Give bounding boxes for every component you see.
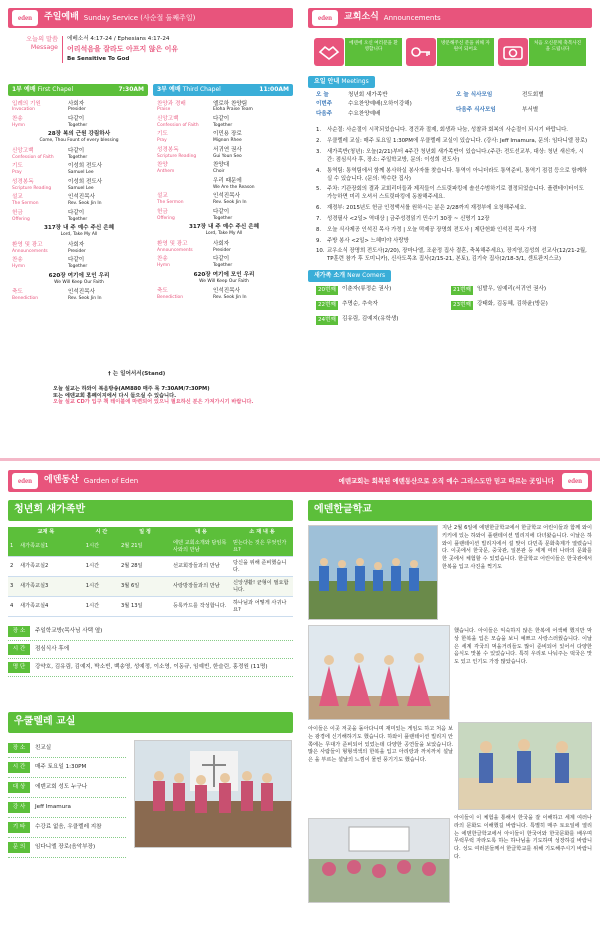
youth-section bbox=[8, 500, 293, 677]
announcement-item: 9. 주방 봉사 <2일> 느헤미야 사랑방 bbox=[316, 237, 409, 244]
announcement-list bbox=[308, 127, 592, 264]
table-row: 1 새가족교실1 1시간 2월 21일 에덴 교회소개와 담임목사와의 만남 믿는다는 것은 무엇인가요? bbox=[8, 537, 293, 557]
info-row: 시 간 매주 토요일 1:30PM bbox=[8, 758, 126, 778]
eden-motto: 에덴교회는 회복된 에덴동산으로 오직 예수 그리스도만 믿고 따르는 곳입니다 bbox=[338, 477, 554, 485]
announcements-title: 교회소식 bbox=[344, 12, 379, 23]
table-row: 3 새가족교실3 1시간 3월 6일 사랑방장들과의 만남 신앙생활! 균형이 필요합니다. bbox=[8, 577, 293, 597]
school-paragraph-4: 아이들이 이 체험을 통해서 한국을 잘 이해하고 세계 여러나라의 문화도 이해했길 바랍니다. 특별히 매주 토요일에 열리는 에덴한글학교에서 아이들이 한국어와 한국문화를 배우며 무럭무럭 자라도록 하는 하나님을 기도하며 성장하길 바랍니다. 성도 여러분들께서 한글학교를 위해 기도해주시기 바랍니다. bbox=[454, 815, 592, 860]
order-item: 축도 Benediction 인석진목사 Rev. Seok Jin In bbox=[12, 289, 102, 302]
youth-table-header: 교재 목 시 간 일 정 내 용 소 재 내 용 bbox=[8, 527, 293, 538]
order-item: 헌금 Offering 다같이 Together bbox=[12, 209, 88, 222]
stand-note: † 는 일어서서(Stand) bbox=[108, 371, 166, 377]
order-item: 기도 Pray 이성희 전도사 Samuel Lee bbox=[12, 163, 103, 176]
announcement-item: 2. 우클렐레 교실: 매주 토요일 1:30PM에 우클렐레 교실이 있습니다. (강사: Jeff Imamura, 문의: 임다니엘 장로) bbox=[316, 138, 588, 145]
ukulele-section bbox=[8, 712, 293, 858]
youth-header: 청년회 새가족반 bbox=[8, 500, 293, 521]
sermon-notice: 오늘 설교는 하와이 복음방송(AM880 매주 목 7:30AM/7:30PM) 또는 에덴교회 홈페이지에서 다시 들으실 수 있습니다. 오늘 설교 CD가 입구 책 테이블에 마련되어 있으니 필요하신 분은 가져가시기 바랍니다. bbox=[53, 386, 254, 405]
camera-icon bbox=[498, 38, 528, 66]
korean-school-section bbox=[308, 500, 592, 521]
order-item: 성경봉독 Scripture Reading 서귀연 권사 Gui Youn Seo bbox=[157, 146, 242, 159]
announcement-item: 5. 주차: 기관장회의 결과 교회리더들과 제직들이 스트릿파킹에 솔선수범하기로 결정되었습니다. 플렌테이터이도 가능하면 미리 오셔서 스트릿파킹에 동참해주세요. bbox=[316, 186, 584, 201]
welcome-icons bbox=[308, 38, 592, 66]
announcements-header bbox=[308, 8, 592, 28]
order-item: 설교 The Sermon 인석진목사 Rev. Seok Jin In bbox=[157, 193, 247, 206]
order-item: 축도 Benediction 인석진목사 Rev. Seok Jin In bbox=[157, 288, 247, 301]
korean-school-header: 에덴한글학교 bbox=[308, 500, 592, 521]
hymn: 317장 내 주 예수 주신 은혜 Lord, Take My All bbox=[43, 225, 115, 238]
eden-logo: eden bbox=[312, 10, 338, 26]
sunday-service-header bbox=[8, 8, 293, 28]
school-photo-crowd bbox=[308, 818, 450, 903]
newcomer-item: 21번째 임발우, 임예리(서귀연 권사) bbox=[453, 285, 547, 293]
announcement-item: 8. 오늘 식사제공 인석진 목사 가정 | 오늘 떡제공 장명희 전도사 | 제단헌화 인석진 목사 가정 bbox=[316, 226, 537, 233]
order-item: 찬양 Anthem 찬양대 Choir bbox=[157, 162, 230, 175]
eden-logo: eden bbox=[562, 473, 588, 489]
info-row: 시 간 점심식사 후에 bbox=[8, 641, 293, 659]
announcement-item: 4. 통역팀: 통역팀에서 함께 봉사하실 봉사자를 찾습니다. 통역이 아니더라도 통역준비, 통역기 점검 등으로 함께하실 수 있습니다. (문의: 박수란 집사) bbox=[316, 167, 588, 182]
ukulele-class-photo bbox=[134, 740, 292, 848]
hymn: 317장 내 주 예수 주신 은혜 Lord, Take My All bbox=[188, 224, 260, 237]
school-paragraph-2: 했습니다. 아이들은 익숙하지 않은 한복에 어색해 했지만 막상 한복을 입은 모습을 보니 예쁘고 사랑스러웠습니다. 이날은 세계 각국의 먹을거리들도 많이 준비되어 있어서 다양한 음식도 맛볼 수 있었습니다. 특히 우리로 나눠주는 떡국은 맛도 있고 인기도 가장 많았습니다. bbox=[454, 628, 592, 666]
hymn: 620장 여기에 모인 우리 We Will Keep Our Faith bbox=[193, 271, 255, 284]
info-row: 명 단 강약호, 김유림, 김예지, 박소빈, 백송영, 성예정, 이소영, 이동규, 임예빈, 한슬린, 홍정원 (11명) bbox=[8, 659, 293, 677]
order-item: 기도 Pray 이민용 장로 Mignon Rhee bbox=[157, 131, 242, 144]
newcomer-item: 23번째 강태화, 김동혜, 김하윤(방문) bbox=[453, 300, 548, 308]
order-item: 우리 때문에 We Are the Reason bbox=[213, 177, 255, 190]
order-item: 환영 및 광고 Announcements 사회자 Presider bbox=[12, 241, 86, 254]
eden-logo: eden bbox=[12, 10, 38, 26]
announcement-item: 1. 사순절: 사순절이 시작되었습니다. 경건과 절제, 회생과 나눔, 성찰과 회복의 사순절이 되시기 바랍니다. bbox=[316, 127, 569, 134]
announcements-title-en: Announcements bbox=[383, 13, 441, 22]
order-item: 신앙고백 Confession of Faith 다같이 Together bbox=[12, 147, 88, 160]
school-paragraph-1: 지난 2월 6일에 에덴한글학교에서 한글학교 어린이들과 함께 와이키키에 있는 하와이 플랜테이션 빌리지에 다녀왔습니다. 이날은 하와이 플랜테이션 빌리지에서 설 맞이 다민족 문화축제가 열렸습니다. 이곳에서 한국문, 중국관, 일본관 등 세계 여러 나라의 문화를 한 곳에서 체험할 수 있었습니다. 한글학교 어린이들은 한국관에서 한복을 입고 사진을 찍기도 bbox=[442, 525, 592, 570]
ukulele-header: 우쿨렐레 교실 bbox=[8, 712, 293, 733]
order-item: 신앙고백 Confession of Faith 다같이 Together bbox=[157, 115, 233, 128]
youth-table bbox=[8, 527, 293, 618]
info-row: 장 소 친교실 bbox=[8, 739, 126, 759]
handshake-icon bbox=[314, 38, 344, 66]
announcement-item: 10. 교우소식 장명희 전도사(2/20), 장마나엘, 조윤정 집사 결혼, 축복해주세요), 장지영,김성희 선교사(12/21-2월, TP훈련 참가 후 도미니카), 신사도목초 집사(2/15-21, 본토), 김기숙 집사(2/18-3/1, 센트판지스코) bbox=[316, 248, 587, 263]
newcomer-item: 22번째 추명순, 추숙자 bbox=[318, 300, 378, 308]
school-paragraph-3: 아이들은 이곳 저곳을 돌아다니며 재미있는 게임도 하고 처음 보는 광경에 신기해하기도 했습니다. 하와이 플랜테이션 빌리지 안쪽에는 무대가 준비되어 있었는데 다양한 공연들을 보았습니다. 많은 사람들이 형형색색의 한복을 입고 아리랑과 까치까치 설날은 을 부르는 설날의 느낌이 물씬 풍기기도 했습니다. bbox=[308, 726, 453, 764]
eden-logo: eden bbox=[12, 473, 38, 489]
order-item: 설교 The Sermon 인석진목사 Rev. Seok Jin In bbox=[12, 194, 102, 207]
third-chapel-header: 3부 예배 Third Chapel 11:00AM bbox=[153, 84, 293, 96]
newcomers-header: 새가족 소개 New Comers bbox=[308, 270, 391, 282]
order-item: 성경봉독 Scripture Reading 이성희 전도사 Samuel Lee bbox=[12, 178, 103, 191]
sermon-title: 어리석음을 잘라도 아프지 않은 이유 bbox=[67, 44, 179, 53]
eden-banner bbox=[8, 470, 592, 492]
order-item: 헌금 Offering 다같이 Together bbox=[157, 208, 233, 221]
newcomers-block bbox=[308, 270, 592, 327]
info-row: 대 상 에덴교회 성도 누구나 bbox=[8, 778, 126, 798]
meetings-block: 요일 안내 Meetings 오 늘 청년회 새가족반 이번주 수요찬양예배(오하이강해) 다음주 수요찬양예배 오 늘 식사모임 전도회별 다음주 식사모임 부서별 bbox=[308, 76, 592, 121]
eden-section-divider bbox=[0, 458, 600, 461]
third-chapel bbox=[153, 84, 293, 304]
eden-title: 에덴동산 bbox=[44, 475, 79, 486]
order-item: 찬양과 경배 Praise 엘로하 찬양팀 Eloha Praise Team bbox=[157, 100, 253, 113]
announcement-item: 6. 재정부: 2015년도 헌금 인정액서를 원하시는 분은 2/28까지 재정부에 요청해주세요. bbox=[316, 205, 527, 212]
welcome-handshake: 에덴에 오신 여러분을 환영합니다 bbox=[314, 38, 402, 66]
school-photo-food bbox=[458, 722, 592, 810]
hymn: 620장 여기에 모인 우리 We Will Keep Our Faith bbox=[48, 272, 110, 285]
info-row: 문 의 임다니엘 장로(음악부장) bbox=[8, 838, 126, 858]
order-item: 입례의 기원 Invocation 사회자 Presider bbox=[12, 100, 86, 113]
eden-title-en: Garden of Eden bbox=[83, 476, 139, 485]
announcement-item: 7. 성경필사 <2일> 역대상 | 금주성경읽기 민수기 30장 ~ 신명기 12장 bbox=[316, 215, 490, 222]
school-photo-group bbox=[308, 525, 438, 620]
info-row: 장 소 주일학교방(목사님 사택 옆) bbox=[8, 623, 293, 641]
school-photo-hanbok bbox=[308, 625, 450, 720]
order-item: 찬송 Hymn 다같이 Together bbox=[12, 257, 88, 270]
scripture: 에베소서 4:17-24 / Ephesians 4:17-24 bbox=[67, 36, 170, 42]
table-row: 2 새가족교실2 1시간 2월 28일 선교회장들과의 만남 당신을 위해 준비했습니다. bbox=[8, 557, 293, 577]
table-row: 4 새가족교실4 1시간 3월 13일 등록카드를 작성합니다. 하나님과 어떻게 사귀나요? bbox=[8, 597, 293, 617]
order-item: 환영 및 광고 Announcements 사회자 Presider bbox=[157, 240, 231, 253]
first-chapel bbox=[8, 84, 148, 305]
sermon-title-en: Be Sensitive To God bbox=[67, 55, 130, 62]
youth-info bbox=[8, 623, 293, 677]
newcomer-item: 24번째 김유림, 김예지(유학생) bbox=[318, 315, 399, 323]
announcement-item: 3. 새가족반(청년): 오늘(2/21)부터 4주간 청년회 새가족반이 있습니다.(주관: 전도선교부, 대상: 청년 새신자, 시간: 점심식사 후, 장소: 주일학교방, 문의: 이성희 전도사) bbox=[316, 149, 584, 163]
sunday-title: 주일예배 bbox=[44, 12, 79, 23]
welcome-camera: 처음 오신분께 축복사진을 드립니다 bbox=[498, 38, 586, 66]
info-row: 강 사 Jeff Imamura bbox=[8, 798, 126, 818]
key-icon bbox=[406, 38, 436, 66]
announcements-section bbox=[308, 8, 592, 428]
first-chapel-header: 1부 예배 First Chapel 7:30AM bbox=[8, 84, 148, 96]
newcomer-item: 20번째 이춘자(류정순 권사) bbox=[318, 285, 392, 293]
sunday-service-section bbox=[8, 8, 293, 428]
welcome-key: 방문해주신 분을 위해 자원이 되어요 bbox=[406, 38, 494, 66]
meetings-header: 요일 안내 Meetings bbox=[308, 76, 375, 88]
message-block bbox=[8, 36, 293, 63]
sunday-title-en: Sunday Service (사순절 둘째주일) bbox=[83, 13, 196, 22]
hymn: 28장 복의 근원 강림하사 Come, Thou Fount of every blessing bbox=[39, 131, 119, 144]
info-row: 기 타 수강료 없음, 우클렐레 지참 bbox=[8, 818, 126, 838]
message-label: 오늘의 말씀 Message bbox=[26, 36, 58, 51]
order-item: 찬송 Hymn 다같이 Together bbox=[157, 256, 233, 269]
order-item: 찬송 Hymn 다같이 Together bbox=[12, 115, 88, 128]
